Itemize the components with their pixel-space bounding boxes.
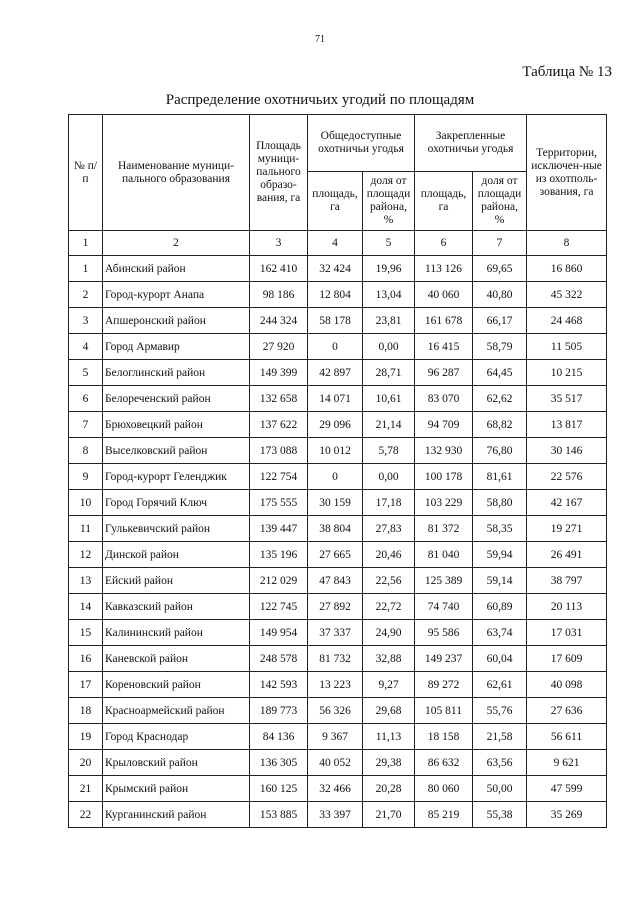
excluded-area: 35 269	[527, 802, 607, 828]
municipality-area: 142 593	[250, 672, 308, 698]
row-number: 9	[69, 464, 103, 490]
public-area: 0	[308, 464, 363, 490]
excluded-area: 13 817	[527, 412, 607, 438]
row-number: 20	[69, 750, 103, 776]
assigned-area: 161 678	[415, 308, 473, 334]
municipality-name: Крыловский район	[103, 750, 250, 776]
municipality-name: Абинский район	[103, 256, 250, 282]
table-row	[69, 412, 607, 438]
assigned-share: 66,17	[473, 308, 527, 334]
public-share: 22,56	[363, 568, 415, 594]
column-number-row	[69, 231, 607, 256]
public-area: 33 397	[308, 802, 363, 828]
row-number: 16	[69, 646, 103, 672]
row-number: 4	[69, 334, 103, 360]
row-number: 6	[69, 386, 103, 412]
header-assigned-share: доля от площади района, %	[473, 172, 527, 231]
table-row	[69, 672, 607, 698]
excluded-area: 22 576	[527, 464, 607, 490]
table-row	[69, 438, 607, 464]
row-number: 14	[69, 594, 103, 620]
municipality-name: Курганинский район	[103, 802, 250, 828]
column-number: 1	[69, 231, 103, 256]
public-share: 20,46	[363, 542, 415, 568]
assigned-share: 40,80	[473, 282, 527, 308]
assigned-share: 50,00	[473, 776, 527, 802]
assigned-area: 85 219	[415, 802, 473, 828]
public-share: 32,88	[363, 646, 415, 672]
header-assigned: Закрепленные охотничьи угодья	[415, 115, 527, 172]
municipality-area: 139 447	[250, 516, 308, 542]
public-area: 0	[308, 334, 363, 360]
public-area: 12 804	[308, 282, 363, 308]
municipality-name: Крымский район	[103, 776, 250, 802]
excluded-area: 38 797	[527, 568, 607, 594]
table-row	[69, 386, 607, 412]
assigned-area: 125 389	[415, 568, 473, 594]
municipality-area: 149 954	[250, 620, 308, 646]
column-number: 2	[103, 231, 250, 256]
public-area: 58 178	[308, 308, 363, 334]
excluded-area: 56 611	[527, 724, 607, 750]
row-number: 18	[69, 698, 103, 724]
table-row	[69, 750, 607, 776]
excluded-area: 24 468	[527, 308, 607, 334]
assigned-area: 74 740	[415, 594, 473, 620]
municipality-name: Ейский район	[103, 568, 250, 594]
municipality-area: 153 885	[250, 802, 308, 828]
assigned-share: 21,58	[473, 724, 527, 750]
row-number: 22	[69, 802, 103, 828]
assigned-share: 58,79	[473, 334, 527, 360]
excluded-area: 40 098	[527, 672, 607, 698]
public-share: 20,28	[363, 776, 415, 802]
table-row	[69, 490, 607, 516]
row-number: 8	[69, 438, 103, 464]
municipality-area: 160 125	[250, 776, 308, 802]
public-area: 10 012	[308, 438, 363, 464]
municipality-area: 136 305	[250, 750, 308, 776]
municipality-name: Кореновский район	[103, 672, 250, 698]
excluded-area: 10 215	[527, 360, 607, 386]
assigned-share: 59,14	[473, 568, 527, 594]
excluded-area: 42 167	[527, 490, 607, 516]
assigned-area: 113 126	[415, 256, 473, 282]
municipality-name: Калининский район	[103, 620, 250, 646]
assigned-area: 105 811	[415, 698, 473, 724]
assigned-share: 68,82	[473, 412, 527, 438]
public-area: 14 071	[308, 386, 363, 412]
row-number: 3	[69, 308, 103, 334]
public-share: 11,13	[363, 724, 415, 750]
assigned-area: 16 415	[415, 334, 473, 360]
public-area: 27 892	[308, 594, 363, 620]
municipality-name: Брюховецкий район	[103, 412, 250, 438]
public-share: 22,72	[363, 594, 415, 620]
header-public-area: площадь, га	[308, 172, 363, 231]
municipality-area: 244 324	[250, 308, 308, 334]
municipality-name: Выселковский район	[103, 438, 250, 464]
assigned-area: 103 229	[415, 490, 473, 516]
municipality-name: Белореченский район	[103, 386, 250, 412]
table-label: Таблица № 13	[522, 64, 612, 80]
excluded-area: 17 031	[527, 620, 607, 646]
assigned-share: 58,80	[473, 490, 527, 516]
public-area: 56 326	[308, 698, 363, 724]
excluded-area: 19 271	[527, 516, 607, 542]
assigned-share: 62,62	[473, 386, 527, 412]
excluded-area: 11 505	[527, 334, 607, 360]
table-row	[69, 334, 607, 360]
column-number: 6	[415, 231, 473, 256]
public-area: 32 466	[308, 776, 363, 802]
public-area: 37 337	[308, 620, 363, 646]
table-row	[69, 724, 607, 750]
column-number: 5	[363, 231, 415, 256]
assigned-area: 80 060	[415, 776, 473, 802]
row-number: 15	[69, 620, 103, 646]
page-number: 71	[315, 34, 325, 45]
public-area: 81 732	[308, 646, 363, 672]
assigned-share: 55,76	[473, 698, 527, 724]
municipality-area: 248 578	[250, 646, 308, 672]
assigned-share: 60,89	[473, 594, 527, 620]
assigned-share: 63,74	[473, 620, 527, 646]
municipality-area: 149 399	[250, 360, 308, 386]
excluded-area: 26 491	[527, 542, 607, 568]
municipality-area: 212 029	[250, 568, 308, 594]
municipality-area: 132 658	[250, 386, 308, 412]
excluded-area: 16 860	[527, 256, 607, 282]
row-number: 10	[69, 490, 103, 516]
public-share: 0,00	[363, 334, 415, 360]
column-number: 8	[527, 231, 607, 256]
municipality-name: Город Армавир	[103, 334, 250, 360]
municipality-area: 122 745	[250, 594, 308, 620]
assigned-area: 81 040	[415, 542, 473, 568]
public-area: 32 424	[308, 256, 363, 282]
public-share: 21,14	[363, 412, 415, 438]
header-assigned-area: площадь, га	[415, 172, 473, 231]
public-share: 13,04	[363, 282, 415, 308]
public-area: 38 804	[308, 516, 363, 542]
municipality-name: Гулькевичский район	[103, 516, 250, 542]
assigned-area: 40 060	[415, 282, 473, 308]
table-row	[69, 802, 607, 828]
public-share: 29,68	[363, 698, 415, 724]
public-share: 23,81	[363, 308, 415, 334]
municipality-name: Каневской район	[103, 646, 250, 672]
assigned-area: 83 070	[415, 386, 473, 412]
assigned-share: 64,45	[473, 360, 527, 386]
assigned-area: 81 372	[415, 516, 473, 542]
municipality-name: Город-курорт Геленджик	[103, 464, 250, 490]
header-name: Наименование муници-пального образования	[103, 115, 250, 231]
assigned-area: 132 930	[415, 438, 473, 464]
municipality-area: 173 088	[250, 438, 308, 464]
municipality-area: 135 196	[250, 542, 308, 568]
row-number: 17	[69, 672, 103, 698]
public-share: 0,00	[363, 464, 415, 490]
municipality-area: 27 920	[250, 334, 308, 360]
row-number: 7	[69, 412, 103, 438]
excluded-area: 9 621	[527, 750, 607, 776]
table-row	[69, 698, 607, 724]
public-share: 28,71	[363, 360, 415, 386]
assigned-share: 62,61	[473, 672, 527, 698]
public-area: 27 665	[308, 542, 363, 568]
header-num: № п/п	[69, 115, 103, 231]
assigned-area: 94 709	[415, 412, 473, 438]
assigned-share: 59,94	[473, 542, 527, 568]
excluded-area: 20 113	[527, 594, 607, 620]
public-share: 5,78	[363, 438, 415, 464]
municipality-area: 98 186	[250, 282, 308, 308]
header-area: Площадь муници-пального образо-вания, га	[250, 115, 308, 231]
municipality-area: 84 136	[250, 724, 308, 750]
public-area: 30 159	[308, 490, 363, 516]
assigned-area: 96 287	[415, 360, 473, 386]
public-share: 29,38	[363, 750, 415, 776]
table-row	[69, 282, 607, 308]
municipality-name: Город Краснодар	[103, 724, 250, 750]
public-area: 40 052	[308, 750, 363, 776]
excluded-area: 17 609	[527, 646, 607, 672]
municipality-area: 175 555	[250, 490, 308, 516]
table-row	[69, 360, 607, 386]
public-share: 19,96	[363, 256, 415, 282]
header-excluded: Территории, исключен-ные из охотполь-зования, га	[527, 115, 607, 231]
column-number: 4	[308, 231, 363, 256]
row-number: 1	[69, 256, 103, 282]
municipality-name: Апшеронский район	[103, 308, 250, 334]
assigned-area: 149 237	[415, 646, 473, 672]
public-share: 10,61	[363, 386, 415, 412]
hunting-grounds-table	[68, 114, 607, 828]
municipality-area: 137 622	[250, 412, 308, 438]
excluded-area: 27 636	[527, 698, 607, 724]
municipality-area: 189 773	[250, 698, 308, 724]
assigned-share: 58,35	[473, 516, 527, 542]
public-share: 9,27	[363, 672, 415, 698]
table-row	[69, 594, 607, 620]
public-area: 13 223	[308, 672, 363, 698]
assigned-area: 18 158	[415, 724, 473, 750]
public-share: 21,70	[363, 802, 415, 828]
table-row	[69, 776, 607, 802]
assigned-area: 86 632	[415, 750, 473, 776]
municipality-name: Город Горячий Ключ	[103, 490, 250, 516]
table-row	[69, 256, 607, 282]
excluded-area: 35 517	[527, 386, 607, 412]
assigned-area: 100 178	[415, 464, 473, 490]
table-row	[69, 308, 607, 334]
municipality-name: Белоглинский район	[103, 360, 250, 386]
assigned-share: 60,04	[473, 646, 527, 672]
table-row	[69, 516, 607, 542]
public-share: 17,18	[363, 490, 415, 516]
excluded-area: 30 146	[527, 438, 607, 464]
assigned-share: 63,56	[473, 750, 527, 776]
assigned-share: 55,38	[473, 802, 527, 828]
row-number: 11	[69, 516, 103, 542]
municipality-name: Красноармейский район	[103, 698, 250, 724]
excluded-area: 45 322	[527, 282, 607, 308]
public-share: 24,90	[363, 620, 415, 646]
header-public-share: доля от площади района, %	[363, 172, 415, 231]
municipality-name: Динской район	[103, 542, 250, 568]
public-share: 27,83	[363, 516, 415, 542]
column-number: 7	[473, 231, 527, 256]
assigned-share: 81,61	[473, 464, 527, 490]
row-number: 13	[69, 568, 103, 594]
assigned-share: 76,80	[473, 438, 527, 464]
row-number: 5	[69, 360, 103, 386]
table-row	[69, 542, 607, 568]
table-row	[69, 568, 607, 594]
row-number: 2	[69, 282, 103, 308]
assigned-area: 95 586	[415, 620, 473, 646]
assigned-area: 89 272	[415, 672, 473, 698]
public-area: 42 897	[308, 360, 363, 386]
municipality-area: 122 754	[250, 464, 308, 490]
assigned-share: 69,65	[473, 256, 527, 282]
table-row	[69, 464, 607, 490]
municipality-area: 162 410	[250, 256, 308, 282]
public-area: 29 096	[308, 412, 363, 438]
row-number: 19	[69, 724, 103, 750]
municipality-name: Кавказский район	[103, 594, 250, 620]
header-public: Общедоступные охотничьи угодья	[308, 115, 415, 172]
table-row	[69, 620, 607, 646]
row-number: 21	[69, 776, 103, 802]
table-title: Распределение охотничьих угодий по площадям	[165, 92, 475, 108]
column-number: 3	[250, 231, 308, 256]
municipality-name: Город-курорт Анапа	[103, 282, 250, 308]
public-area: 9 367	[308, 724, 363, 750]
row-number: 12	[69, 542, 103, 568]
public-area: 47 843	[308, 568, 363, 594]
table-row	[69, 646, 607, 672]
excluded-area: 47 599	[527, 776, 607, 802]
